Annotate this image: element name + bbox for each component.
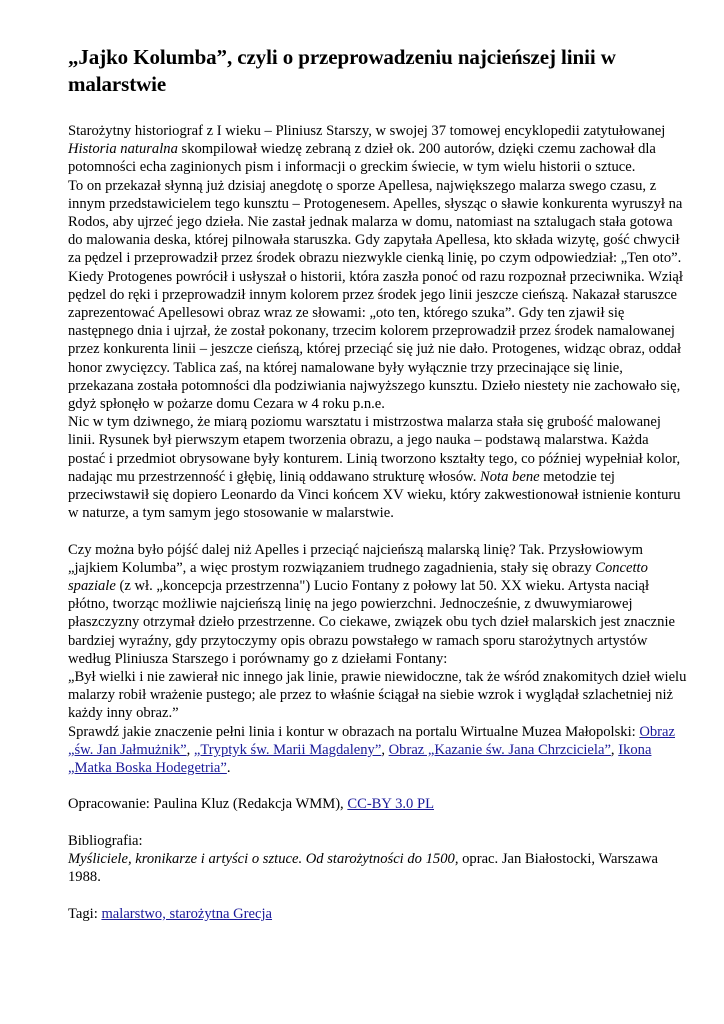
italic-title: Historia naturalna [68,141,178,158]
spacer [68,814,688,832]
tags-link[interactable]: malarstwo, starożytna Grecja [101,905,273,922]
text: metodzie tej przeciwstawił się dopiero Leonardo da Vinci końcem XV wieku, który zakwestionował istnienie konturu w naturze, a tym samym jego stosowanie w malarstwie. [68,468,681,522]
article [68,44,688,923]
text: Nic w tym dziwnego, że miarą poziomu warsztatu i mistrzostwa malarza stała się grubość malowanej linii. Rysunek był pierwszym etapem tworzenia obrazu, a jego nauka – podstawą malarstwa. Każda postać i przedmiot obrysowane były konturem. Linią tworzono kształty tego, co później wypełniał kolor, nadając mu przestrzenność i głębię, linią oddawano strukturę włosów. [68,414,681,485]
tags-label: Tagi: [68,905,102,922]
link-kazanie-jana[interactable]: Obraz „Kazanie św. Jana Chrzciciela” [388,741,611,758]
paragraph-intro [68,122,688,177]
text: Opracowanie: Paulina Kluz (Redakcja WMM), [68,796,348,813]
book-title: Myśliciele, kronikarze i artyści o sztuce. Od starożytności do 1500 [68,851,455,868]
italic-phrase: Nota bene [480,468,540,485]
quote: „Był wielki i nie zawierał nic innego jak linie, prawie niewidoczne, tak że wśród znakomitych dzieł wielu malarzy robił wrażenie pustego; ale przez to właśnie ściągał na siebie wzrok i wyglądał szlachetniej niż każdy inny obraz.” [68,669,687,722]
paragraph-anecdote: To on przekazał słynną już dzisiaj anegdotę o sporze Apellesa, największego malarza swego czasu, z innym przedstawicielem tego kunsztu – Protogenesem. Apelles, słysząc o sławie konkurenta wyruszył na Rodos, aby ujrzeć jego dzieła. Nie zastał jednak malarza w domu, natomiast na sztalugach stała gotowa do malowania deska, której pilnowała staruszka. Gdy zapytała Apellesa, kto składa wizytę, gość chwycił za pędzel i przeprowadził przez środek obrazu niezwykle cienką linię, po czym odpowiedział: „Ten oto”. Kiedy Protogenes powrócił i usłyszał o historii, która zaszła ponoć od razu rozpoznał przeciwnika. Wziął pędzel do ręki i przeprowadził innym kolorem przez środek jego linii jeszcze cieńszą. Nakazał staruszce zaprezentować Apellesowi obraz wraz ze słowami: „oto ten, którego szuka”. Gdy ten zjawił się następnego dnia i ujrzał, że został pokonany, trzecim kolorem przeprowadził przez środek namalowanej przez konkurenta linii – jeszcze cieńszą, której przeciąć się już nie dało. Protogenes, widząc obraz, oddał honor zwycięzcy. Tablica zaś, na której namalowane były wyłącznie trzy przecinające się linie, przekazana została potomności dla podziwiania najwyższego kunsztu. Dzieło niestety nie zachowało się, gdyż spłonęło w pożarze domu Cezara w 4 roku p.n.e. [68,177,683,413]
paragraph-links [68,723,688,778]
spacer [68,522,688,540]
text: Czy można było pójść dalej niż Apelles i przeciąć najcieńszą malarską linię? Tak. Przysłowiowym „jajkiem Kolumba”, a więc prostym rozwiązaniem trudnego zagadnienia, stały się obrazy [68,541,643,576]
separator: , [186,741,194,758]
article-title: „Jajko Kolumba”, czyli o przeprowadzeniu najcieńszej linii w malarstwie [68,45,616,96]
license-link[interactable]: CC-BY 3.0 PL [347,796,434,813]
bibliography-entry [68,850,688,886]
paragraph-contour [68,413,688,522]
text: (z wł. „koncepcja przestrzenna") Lucio Fontany z połowy lat 50. XX wieku. Artysta naciął płótno, tworząc możliwie najcieńszą linię na jego powierzchni. Jednocześnie, z dwuwymiarowej płaszczyzny otrzymał dzieło przestrzenne. Co ciekawe, związek obu tych dzieł malarskich jest znacznie bardziej wyraźny, gdy przytoczymy opis obrazu powstałego w ramach sporu starożytnych artystów według Pliniusza Starszego i porównamy go z dziełami Fontany: [68,578,675,667]
text: skompilował wiedzę zebraną z dzieł ok. 200 autorów, dzięki czemu zachował dla potomności echa zaginionych pism i informacji o greckim świecie, w tym wielu historii o sztuce. [68,141,656,176]
italic-title: Concetto spaziale [68,559,648,595]
paragraph-fontana [68,541,688,668]
link-tryptyk-magdaleny[interactable]: „Tryptyk św. Marii Magdaleny” [193,741,382,758]
text: Sprawdź jakie znaczenie pełni linia i kontur w obrazach na portalu Wirtualne Muzea Małopolski: [68,723,640,740]
link-ikona-hodegetria[interactable]: Ikona „Matka Boska Hodegetria” [68,741,652,777]
period: . [226,760,231,777]
bibliography-heading: Bibliografia: [68,832,143,849]
text: Starożytny historiograf z I wieku – Pliniusz Starszy, w swojej 37 tomowej encyklopedii zatytułowanej [68,123,666,139]
spacer [68,886,688,904]
credit-line [68,795,688,813]
link-jan-jalmuznik[interactable]: Obraz „św. Jan Jałmużnik” [68,723,675,758]
tags-line [68,905,688,923]
separator: , [610,741,619,758]
separator: , [381,741,389,758]
text: , oprac. Jan Białostocki, Warszawa 1988. [68,851,659,886]
spacer [68,777,688,795]
